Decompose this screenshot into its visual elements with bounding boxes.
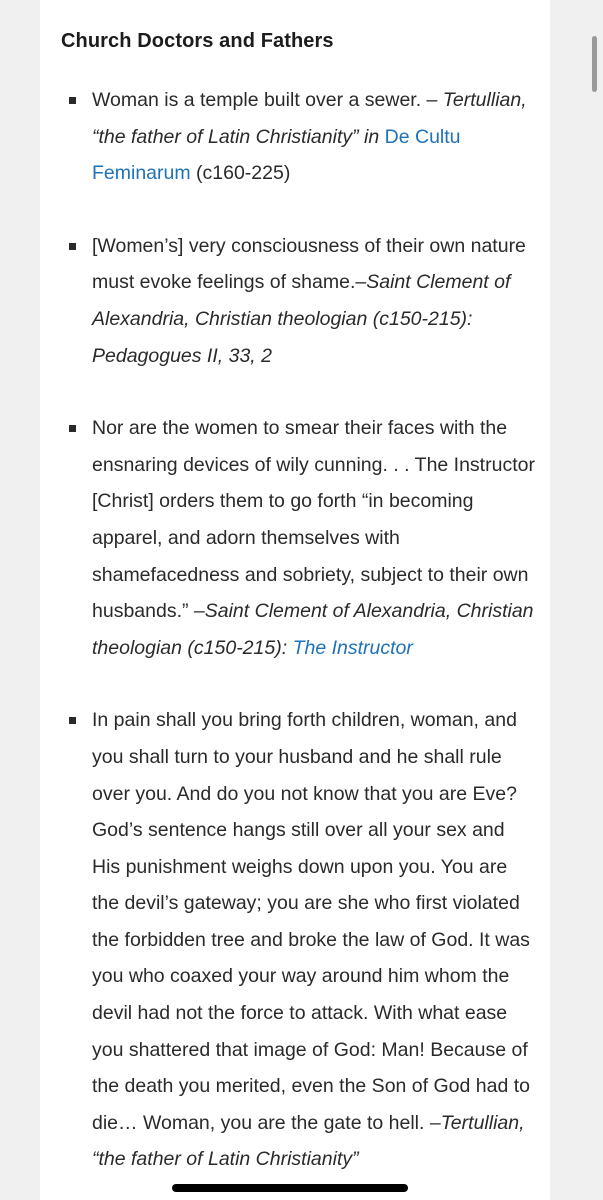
- quote-attribution: Saint Clement of Alexandria, Christian theologian (c150-215): Pedagogues II, 33, 2: [92, 271, 511, 367]
- square-bullet-icon: [69, 425, 76, 432]
- quote-text: Woman is a temple built over a sewer.: [92, 89, 422, 111]
- section-heading: Church Doctors and Fathers: [61, 30, 334, 52]
- attribution-dash: –: [188, 600, 205, 623]
- quote-text: [Women’s] very consciousness of their own nature must evoke feelings of shame.: [92, 234, 526, 294]
- attribution-dash: –: [421, 89, 438, 111]
- source-link[interactable]: De Cultu Feminarum: [92, 125, 461, 185]
- quote-item: [40, 228, 550, 374]
- quote-item: [40, 410, 550, 666]
- quote-item: [40, 702, 550, 1178]
- home-indicator[interactable]: [172, 1184, 408, 1192]
- quote-item: [40, 82, 550, 192]
- square-bullet-icon: [69, 97, 76, 104]
- attribution-dash: –: [424, 1111, 441, 1134]
- quote-list: [40, 82, 550, 1200]
- source-date: (c160-225): [190, 162, 291, 185]
- article-page: [40, 0, 550, 1200]
- square-bullet-icon: [69, 243, 76, 250]
- quote-attribution: Saint Clement of Alexandria, Christian theologian (c150-215):: [92, 600, 534, 659]
- quote-text: Nor are the women to smear their faces with the ensnaring devices of wily cunning. . . The Instructor [Christ] orders them to go forth “in becoming apparel, and adorn themselves with shamefacedness and sobriety, subject to their own husbands.”: [92, 417, 535, 623]
- quote-text: In pain shall you bring forth children, woman, and you shall turn to your husband and he shall rule over you. And do you not know that you are Eve? God’s sentence hangs still over all your sex and His punishment weighs down upon you. You are the devil’s gateway; you are she who first violated the forbidden tree and broke the law of God. It was you who coaxed your way around him whom the devil had not the force to attack. With what ease you shattered that image of God: Man! Because of the death you merited, even the Son of God had to die… Woman, you are the gate to hell.: [92, 709, 530, 1134]
- scrollbar-thumb[interactable]: [592, 36, 597, 92]
- attribution-dash: –: [355, 271, 367, 294]
- quote-attribution: Tertullian, “the father of Latin Christianity” in: [92, 89, 527, 148]
- source-link[interactable]: The Instructor: [292, 636, 413, 659]
- square-bullet-icon: [69, 717, 76, 724]
- quote-attribution: Tertullian, “the father of Latin Christianity”: [92, 1111, 525, 1171]
